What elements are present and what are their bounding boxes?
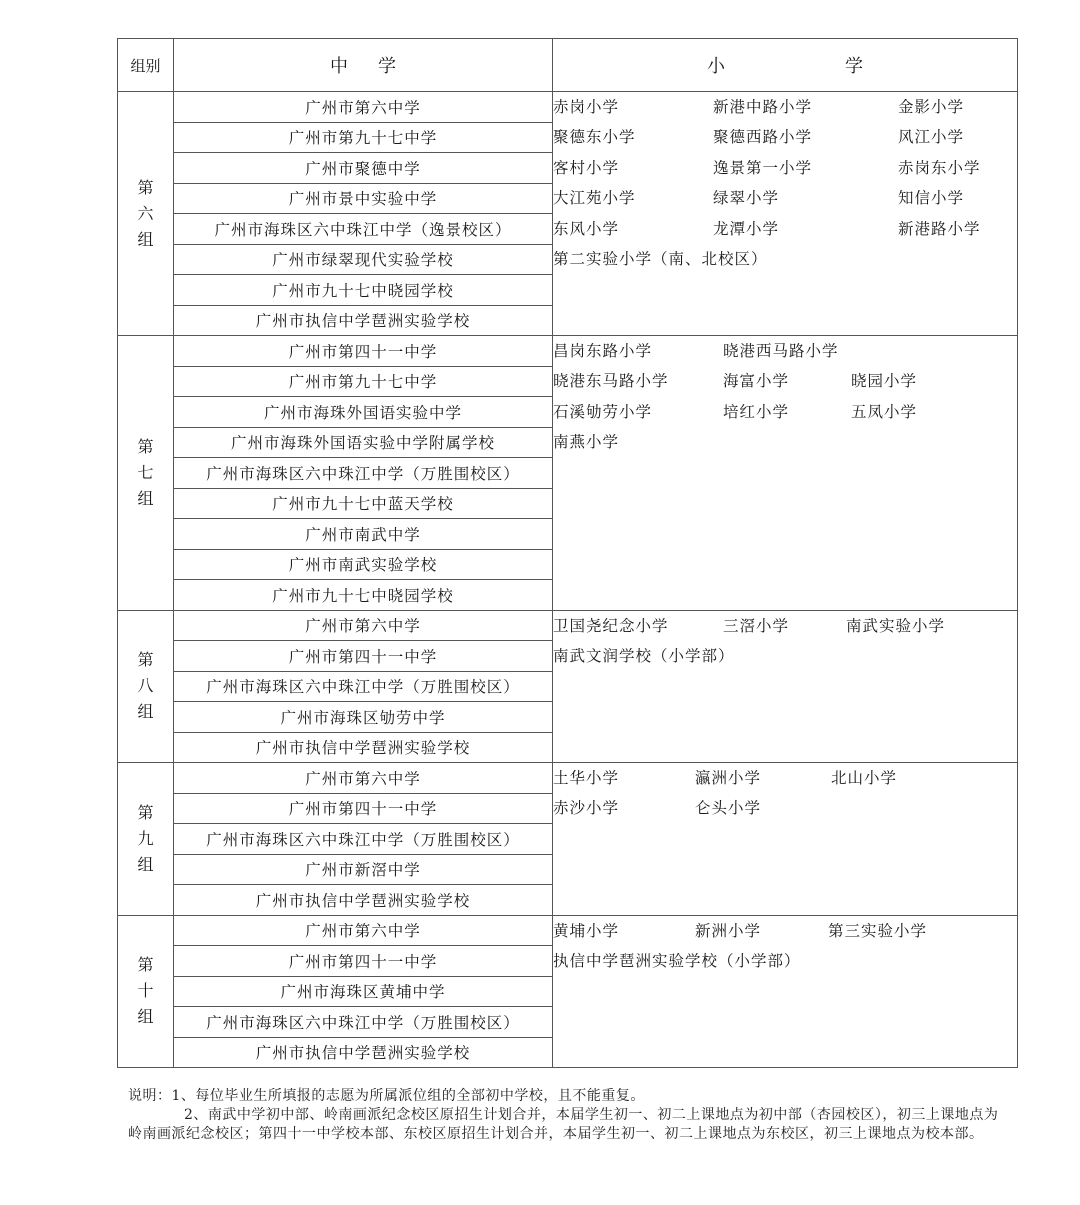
table-row [118,336,1018,367]
group-label-char: 九 [137,828,154,848]
primary-row [553,92,1017,122]
middle-school: 广州市九十七中晓园学校 [174,275,553,306]
middle-school: 广州市海珠区六中珠江中学（万胜围校区） [174,824,553,855]
primary-schools [553,915,1018,1068]
primary-school: 石溪劬劳小学 [553,402,653,421]
primary-row [553,427,1017,457]
primary-school: 大江苑小学 [553,189,636,208]
middle-school: 广州市新滘中学 [174,854,553,885]
primary-school: 东风小学 [553,219,620,238]
primary-school: 赤沙小学 [553,799,620,818]
primary-row [553,641,1017,671]
primary-school: 第二实验小学（南、北校区） [553,249,768,268]
primary-row [553,214,1017,244]
group-label [118,336,174,611]
group-label-char: 组 [137,1007,154,1027]
group-label [118,610,174,763]
group-label-char: 第 [137,802,154,822]
middle-school: 广州市海珠区六中珠江中学（万胜围校区） [174,1007,553,1038]
middle-school: 广州市第四十一中学 [174,793,553,824]
primary-school: 知信小学 [898,189,965,208]
group-label-char: 组 [137,854,154,874]
primary-school: 仑头小学 [695,799,762,818]
primary-school: 晓港西马路小学 [723,342,839,360]
group-label-char: 组 [137,488,154,508]
group-label [118,92,174,336]
primary-row [553,916,1017,946]
note-1: 说明：1、每位毕业生所填报的志愿为所属派位组的全部初中学校，且不能重复。 [128,1088,645,1104]
middle-school: 广州市第六中学 [174,92,553,123]
primary-row [553,336,1017,366]
table-header [118,39,1018,92]
primary-school: 新港路小学 [898,219,981,238]
group-label-char: 组 [137,229,154,249]
notes [128,1087,1008,1144]
middle-school: 广州市南武中学 [174,519,553,550]
primary-row [553,763,1017,793]
group-label [118,915,174,1068]
primary-row [553,793,1017,823]
primary-school: 逸景第一小学 [713,158,813,177]
header-primary: 小学 [553,39,1018,92]
primary-school: 新洲小学 [695,921,762,940]
primary-school: 三滘小学 [723,616,790,635]
middle-school: 广州市执信中学琶洲实验学校 [174,305,553,336]
primary-row [553,153,1017,183]
primary-row [553,183,1017,213]
middle-school: 广州市第九十七中学 [174,366,553,397]
primary-school: 土华小学 [553,769,620,787]
primary-school: 黄埔小学 [553,921,620,940]
primary-school: 晓港东马路小学 [553,372,669,391]
middle-school: 广州市执信中学琶洲实验学校 [174,732,553,763]
primary-school: 龙潭小学 [713,219,780,238]
table-row [118,915,1018,946]
middle-school: 广州市海珠区黄埔中学 [174,976,553,1007]
middle-school: 广州市执信中学琶洲实验学校 [174,1037,553,1068]
allocation-table [117,38,1018,1068]
middle-school: 广州市景中实验中学 [174,183,553,214]
primary-school: 五凤小学 [851,402,918,421]
header-group: 组别 [118,39,174,92]
group-label-char: 第 [137,436,154,456]
group-label-char: 第 [137,650,154,670]
middle-school: 广州市九十七中蓝天学校 [174,488,553,519]
middle-school: 广州市第六中学 [174,610,553,641]
primary-school: 南武文润学校（小学部） [553,646,735,665]
middle-school: 广州市第四十一中学 [174,946,553,977]
primary-school: 风江小学 [898,128,965,147]
group-label-char: 八 [137,676,154,696]
primary-school: 南燕小学 [553,433,620,452]
primary-school: 南武实验小学 [846,616,946,635]
group-label-char: 第 [137,177,154,197]
middle-school: 广州市第六中学 [174,763,553,794]
group-label-char: 十 [137,981,154,1001]
primary-row [553,366,1017,396]
primary-schools [553,336,1018,611]
primary-school: 北山小学 [831,769,898,787]
middle-school: 广州市海珠外国语实验中学附属学校 [174,427,553,458]
middle-school: 广州市海珠区六中珠江中学（万胜围校区） [174,671,553,702]
primary-school: 昌岗东路小学 [553,342,653,360]
middle-school: 广州市第六中学 [174,915,553,946]
primary-schools [553,763,1018,916]
primary-school: 海富小学 [723,372,790,391]
primary-school: 晓园小学 [851,372,918,391]
primary-row [553,244,1017,274]
table-row [118,610,1018,641]
table-row [118,92,1018,123]
group-label-char: 组 [137,702,154,722]
middle-school: 广州市第四十一中学 [174,336,553,367]
primary-school: 培红小学 [723,402,790,421]
primary-row [553,611,1017,641]
table-row [118,763,1018,794]
middle-school: 广州市执信中学琶洲实验学校 [174,885,553,916]
group-label-char: 六 [137,203,154,223]
middle-school: 广州市第九十七中学 [174,122,553,153]
primary-school: 瀛洲小学 [695,769,762,787]
note-2: 2、南武中学初中部、岭南画派纪念校区原招生计划合并，本届学生初一、初二上课地点为初中部（杏园校区），初三上课地点为岭南画派纪念校区；第四十一中学校本部、东校区原招生计划合并，本届学生初一、初二上课地点为东校区，初三上课地点为校本部。 [128,1107,999,1142]
primary-row [553,946,1017,976]
primary-school: 绿翠小学 [713,189,780,208]
primary-school: 客村小学 [553,158,620,177]
group-label-char: 七 [137,462,154,482]
primary-schools [553,92,1018,336]
middle-school: 广州市海珠区六中珠江中学（万胜围校区） [174,458,553,489]
primary-school: 执信中学琶洲实验学校（小学部） [553,951,801,970]
middle-school: 广州市九十七中晓园学校 [174,580,553,611]
primary-school: 金影小学 [898,98,965,116]
middle-school: 广州市海珠外国语实验中学 [174,397,553,428]
primary-school: 卫国尧纪念小学 [553,616,669,635]
middle-school: 广州市第四十一中学 [174,641,553,672]
middle-school: 广州市海珠区劬劳中学 [174,702,553,733]
group-label-char: 第 [137,955,154,975]
primary-school: 聚德东小学 [553,128,636,147]
primary-row [553,122,1017,152]
middle-school: 广州市聚德中学 [174,153,553,184]
group-label [118,763,174,916]
primary-school: 新港中路小学 [713,98,813,116]
primary-school: 赤岗小学 [553,98,620,116]
middle-school: 广州市南武实验学校 [174,549,553,580]
middle-school: 广州市海珠区六中珠江中学（逸景校区） [174,214,553,245]
primary-school: 第三实验小学 [828,921,928,940]
primary-row [553,397,1017,427]
primary-school: 赤岗东小学 [898,158,981,177]
middle-school: 广州市绿翠现代实验学校 [174,244,553,275]
primary-schools [553,610,1018,763]
primary-school: 聚德西路小学 [713,128,813,147]
header-middle: 中学 [174,39,553,92]
